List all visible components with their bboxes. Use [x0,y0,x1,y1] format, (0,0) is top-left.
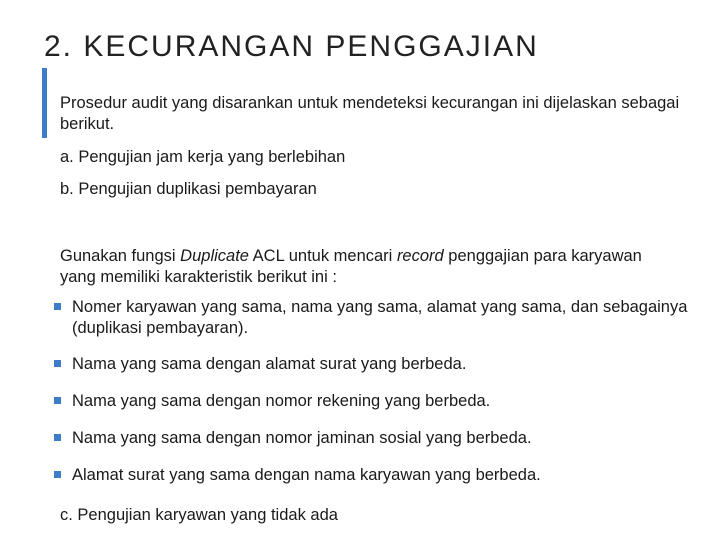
square-bullet-icon [54,471,61,478]
list-item [52,354,692,375]
list-item-text: Nomer karyawan yang sama, nama yang sama, alamat yang sama, dan sebagainya (duplikasi pembayaran). [72,298,688,337]
characteristics-list [52,297,692,502]
square-bullet-icon [54,360,61,367]
accent-bar [42,68,47,138]
acl-italic-duplicate: Duplicate [180,247,249,265]
item-c: c. Pengujian karyawan yang tidak ada [60,506,338,524]
acl-text-1: Gunakan fungsi [60,247,181,265]
square-bullet-icon [54,434,61,441]
list-item [52,428,692,449]
list-item [52,465,692,486]
list-item-text: Nama yang sama dengan nomor jaminan sosial yang berbeda. [72,429,532,447]
list-item [52,297,692,339]
acl-text-3: penggajian para karyawan yang memiliki karakteristik berikut ini : [60,247,642,286]
intro-paragraph: Prosedur audit yang disarankan untuk mendeteksi kecurangan ini dijelaskan sebagai berikut. [60,94,680,133]
list-item-text: Nama yang sama dengan nomor rekening yang berbeda. [72,392,491,410]
list-item-text: Alamat surat yang sama dengan nama karyawan yang berbeda. [72,466,541,484]
acl-paragraph [60,246,680,288]
item-a: a. Pengujian jam kerja yang berlebihan [60,148,346,166]
acl-italic-record: record [396,247,444,265]
square-bullet-icon [54,397,61,404]
item-b: b. Pengujian duplikasi pembayaran [60,180,317,198]
slide-title: 2. KECURANGAN PENGGAJIAN [44,30,539,63]
square-bullet-icon [54,303,61,310]
list-item-text: Nama yang sama dengan alamat surat yang berbeda. [72,355,467,373]
acl-text-2: ACL untuk mencari [248,247,397,265]
list-item [52,391,692,412]
